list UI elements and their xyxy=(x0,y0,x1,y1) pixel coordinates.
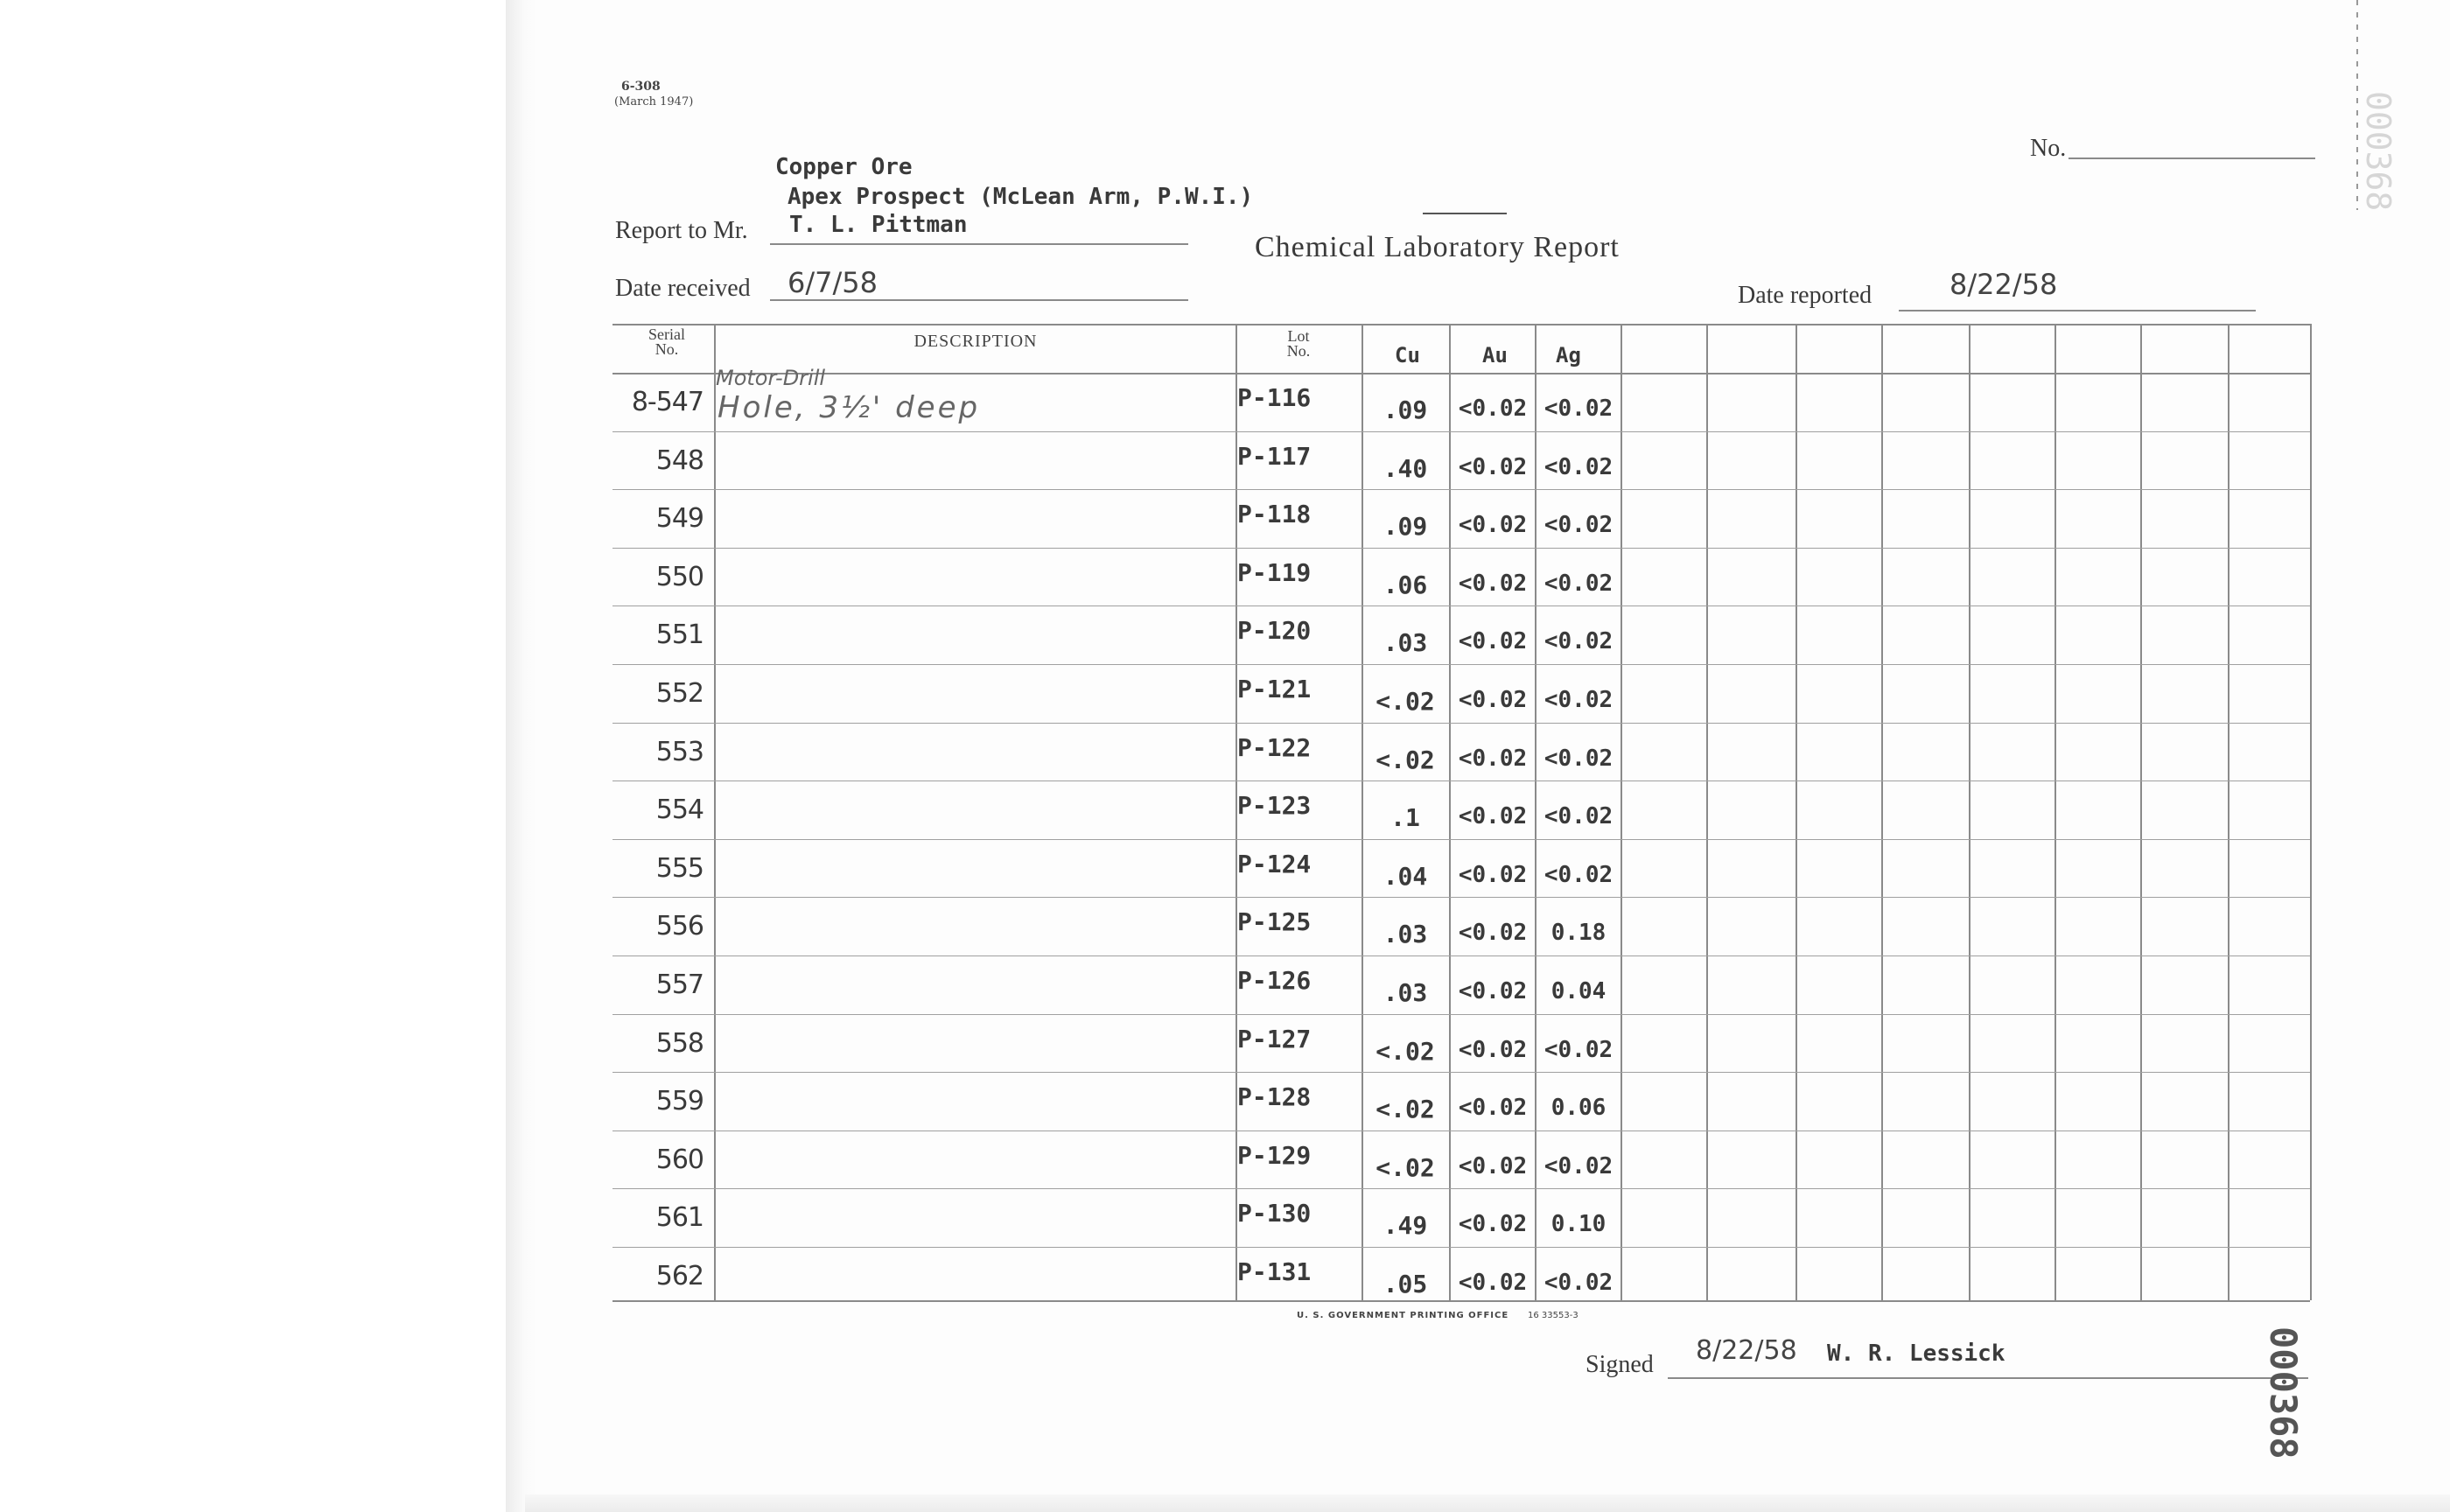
lot-number: P-118 xyxy=(1237,500,1312,529)
ag-value: 0.04 xyxy=(1550,978,1606,1004)
serial-number: 555 xyxy=(655,852,704,884)
au-value: <0.02 xyxy=(1458,1095,1528,1122)
table-row-rule xyxy=(612,431,2310,432)
au-value: <0.02 xyxy=(1458,1270,1528,1296)
table-column-rule xyxy=(2140,324,2142,1300)
cu-value: .05 xyxy=(1382,1270,1428,1298)
au-value: <0.02 xyxy=(1458,861,1528,888)
cu-value: <.02 xyxy=(1376,687,1435,716)
printer-imprint: U. S. GOVERNMENT PRINTING OFFICE xyxy=(1297,1311,1509,1320)
ag-value: <0.02 xyxy=(1544,512,1614,539)
cu-value: <.02 xyxy=(1376,1036,1435,1066)
table-column-rule xyxy=(1706,324,1708,1300)
description-line-2: Hole, 3½' deep xyxy=(718,390,981,425)
table-row-rule xyxy=(612,897,2310,898)
material-text: Copper Ore xyxy=(775,154,913,180)
report-to-name: T. L. Pittman xyxy=(789,212,968,238)
table-column-rule xyxy=(1881,324,1883,1300)
serial-number: 552 xyxy=(655,678,704,709)
bates-stamp-bottom: 000368 xyxy=(2262,1326,2305,1460)
date-reported-value: 8/22/58 xyxy=(1950,268,2058,301)
ag-value: <0.02 xyxy=(1544,570,1614,597)
serial-number: 551 xyxy=(655,620,704,651)
element-header-au: Au xyxy=(1482,343,1508,368)
table-column-rule xyxy=(1969,324,1970,1300)
serial-number: 557 xyxy=(655,970,704,1000)
serial-number: 559 xyxy=(655,1086,704,1117)
au-value: <0.02 xyxy=(1458,570,1528,597)
ag-value: <0.02 xyxy=(1544,861,1614,888)
cu-value: .06 xyxy=(1382,570,1428,599)
lot-number: P-124 xyxy=(1237,849,1312,878)
table-row-rule xyxy=(612,1247,2310,1248)
table-row-rule xyxy=(612,548,2310,549)
report-to-label: Report to Mr. xyxy=(615,217,748,244)
no-underline xyxy=(2068,158,2315,159)
ag-value: <0.02 xyxy=(1544,453,1614,480)
serial-number: 561 xyxy=(655,1202,704,1234)
table-row-rule xyxy=(612,839,2310,840)
date-received-underline xyxy=(770,299,1188,301)
au-value: <0.02 xyxy=(1458,1036,1528,1063)
serial-number: 548 xyxy=(655,444,704,476)
sheet-edge-shadow xyxy=(506,0,537,1512)
lot-number: P-121 xyxy=(1237,675,1312,704)
ag-value: <0.02 xyxy=(1544,1270,1614,1296)
signed-date: 8/22/58 xyxy=(1696,1335,1797,1366)
table-row-rule xyxy=(612,1130,2310,1131)
au-value: <0.02 xyxy=(1458,453,1528,480)
location-text: Apex Prospect (McLean Arm, P.W.I.) xyxy=(788,184,1254,210)
serial-number: 8-547 xyxy=(631,387,704,417)
cu-value: .09 xyxy=(1382,512,1428,542)
lot-number: P-117 xyxy=(1237,441,1312,471)
ag-value: 0.10 xyxy=(1550,1211,1606,1238)
lot-number: P-128 xyxy=(1237,1082,1312,1112)
description-header: DESCRIPTION xyxy=(914,332,1038,351)
element-header-cu: Cu xyxy=(1395,343,1420,368)
serial-number: 550 xyxy=(655,561,704,592)
au-value: <0.02 xyxy=(1458,1152,1528,1180)
au-value: <0.02 xyxy=(1458,512,1528,539)
signer-name: W. R. Lessick xyxy=(1827,1340,2006,1367)
serial-number: 556 xyxy=(655,911,704,942)
cu-value: <.02 xyxy=(1376,1095,1435,1124)
serial-number: 560 xyxy=(655,1144,704,1175)
table-column-rule xyxy=(2054,324,2056,1300)
cu-value: .09 xyxy=(1382,396,1428,424)
serial-header-top: Serial xyxy=(648,326,685,343)
serial-number: 553 xyxy=(655,736,704,767)
table-row-rule xyxy=(612,780,2310,781)
element-header-ag: Ag xyxy=(1556,343,1581,368)
ag-value: <0.02 xyxy=(1544,803,1614,830)
lot-number: P-123 xyxy=(1237,791,1312,821)
lot-number: P-129 xyxy=(1237,1140,1312,1170)
lot-number: P-119 xyxy=(1237,557,1312,587)
table-column-rule xyxy=(2310,324,2312,1300)
cu-value: <.02 xyxy=(1376,1152,1435,1182)
bates-stamp-top: 000368 xyxy=(2359,91,2398,212)
table-column-rule xyxy=(2228,324,2230,1300)
ag-value: <0.02 xyxy=(1544,745,1614,772)
form-number: 6-308 xyxy=(621,80,661,94)
ag-value: <0.02 xyxy=(1544,687,1614,713)
table-row-rule xyxy=(612,489,2310,490)
ag-value: <0.02 xyxy=(1544,396,1614,422)
lot-number: P-130 xyxy=(1237,1199,1312,1228)
ag-value: <0.02 xyxy=(1544,1152,1614,1180)
cu-value: .04 xyxy=(1382,861,1428,891)
signed-label: Signed xyxy=(1586,1351,1654,1378)
table-row-rule xyxy=(612,1014,2310,1015)
lot-number: P-116 xyxy=(1237,383,1312,412)
lot-number: P-125 xyxy=(1237,907,1312,937)
table-row-rule xyxy=(612,1072,2310,1073)
serial-number: 549 xyxy=(655,503,704,535)
title-rule xyxy=(1423,213,1507,214)
ag-value: 0.06 xyxy=(1550,1095,1606,1122)
table-column-rule xyxy=(714,324,716,1300)
cu-value: .49 xyxy=(1382,1211,1428,1241)
lot-number: P-122 xyxy=(1237,732,1312,762)
lot-number: P-126 xyxy=(1237,966,1312,995)
date-received-value: 6/7/58 xyxy=(788,266,878,299)
form-edition: (March 1947) xyxy=(614,95,694,108)
au-value: <0.02 xyxy=(1458,687,1528,713)
description-line-1: Motor-Drill xyxy=(716,366,826,390)
table-column-rule xyxy=(1620,324,1622,1300)
lot-header-bottom: No. xyxy=(1286,342,1311,360)
report-title: Chemical Laboratory Report xyxy=(1255,231,1620,263)
cu-value: <.02 xyxy=(1376,745,1435,774)
cu-value: .03 xyxy=(1382,978,1428,1007)
serial-number: 558 xyxy=(655,1027,704,1059)
perforation-edge xyxy=(2356,0,2358,210)
table-row-rule xyxy=(612,723,2310,724)
serial-number: 554 xyxy=(655,794,704,826)
au-value: <0.02 xyxy=(1458,978,1528,1004)
cu-value: .03 xyxy=(1382,920,1428,949)
table-row-rule xyxy=(612,664,2310,665)
cu-value: .1 xyxy=(1390,803,1420,833)
no-label: No. xyxy=(2030,135,2067,162)
au-value: <0.02 xyxy=(1458,628,1528,655)
table-column-rule xyxy=(1796,324,1797,1300)
cu-value: .03 xyxy=(1382,628,1428,658)
date-reported-label: Date reported xyxy=(1738,282,1872,309)
lot-header-top: Lot xyxy=(1287,327,1310,345)
ag-value: 0.18 xyxy=(1550,920,1606,947)
date-received-label: Date received xyxy=(615,275,751,302)
lot-header xyxy=(1236,329,1362,359)
signature-underline xyxy=(1668,1377,2308,1379)
scan-margin xyxy=(0,0,504,1512)
table-bottom-border xyxy=(612,1300,2310,1302)
serial-header xyxy=(623,327,710,357)
serial-header-bottom: No. xyxy=(654,340,679,358)
au-value: <0.02 xyxy=(1458,745,1528,772)
ag-value: <0.02 xyxy=(1544,1036,1614,1063)
date-reported-underline xyxy=(1899,310,2256,312)
table-row-rule xyxy=(612,1188,2310,1189)
au-value: <0.02 xyxy=(1458,803,1528,830)
lot-number: P-127 xyxy=(1237,1024,1312,1054)
ag-value: <0.02 xyxy=(1544,628,1614,655)
sheet-bottom-shadow xyxy=(525,1494,2450,1512)
lot-number: P-131 xyxy=(1237,1257,1312,1286)
printer-code: 16 33553-3 xyxy=(1528,1311,1578,1320)
au-value: <0.02 xyxy=(1458,1211,1528,1238)
cu-value: .40 xyxy=(1382,453,1428,483)
report-to-underline xyxy=(770,243,1188,245)
au-value: <0.02 xyxy=(1458,396,1528,422)
au-value: <0.02 xyxy=(1458,920,1528,947)
lot-number: P-120 xyxy=(1237,616,1312,646)
serial-number: 562 xyxy=(655,1261,704,1292)
